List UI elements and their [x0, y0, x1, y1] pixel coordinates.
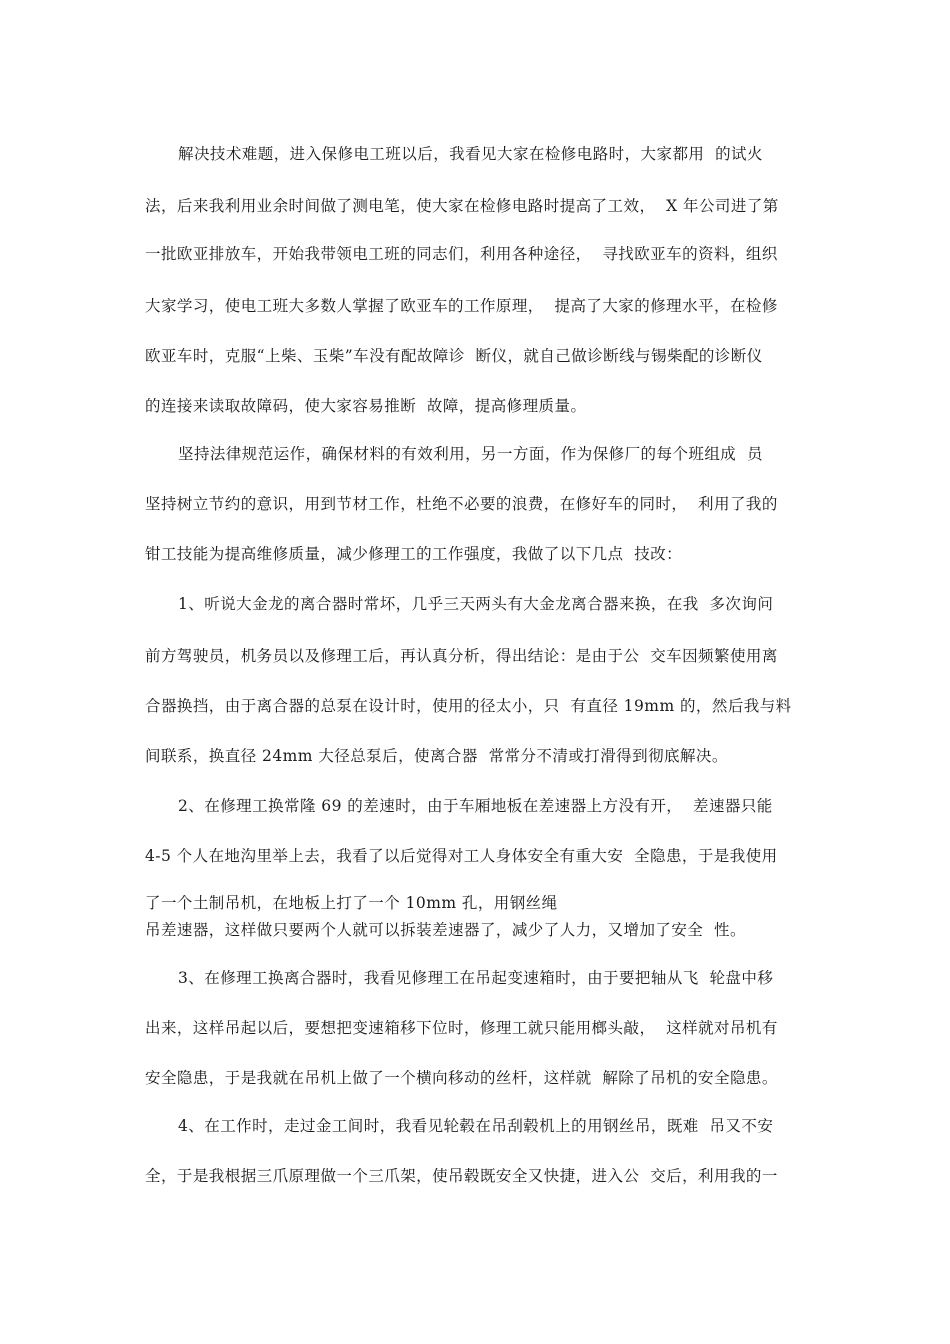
- text-line: 全，于是我根据三爪原理做一个三爪架，使吊毂既安全又快捷，进入公 交后，利用我的一: [145, 1167, 778, 1185]
- text-line: 安全隐患，于是我就在吊机上做了一个横向移动的丝杆，这样就 解除了吊机的安全隐患。: [145, 1069, 778, 1087]
- text-line: 3、在修理工换离合器时，我看见修理工在吊起变速箱时，由于要把轴从飞 轮盘中移: [178, 969, 774, 987]
- text-line: 坚持法律规范运作，确保材料的有效利用，另一方面，作为保修厂的每个班组成 员: [178, 445, 763, 463]
- text-line: 合器换挡，由于离合器的总泵在设计时，使用的径太小，只 有直径 19mm 的，然后我与料: [145, 697, 792, 715]
- text-line: 间联系，换直径 24mm 大径总泵后，使离合器 常常分不清或打滑得到彻底解决。: [145, 747, 728, 765]
- text-line: 2、在修理工换常隆 69 的差速时，由于车厢地板在差速器上方没有开， 差速器只能: [178, 797, 773, 815]
- text-line: 钳工技能为提高维修质量，减少修理工的工作强度，我做了以下几点 技改：: [145, 545, 683, 563]
- text-line: 法，后来我利用业余时间做了测电笔，使大家在检修电路时提高了工效， X 年公司进了第: [145, 197, 779, 215]
- text-line: 吊差速器，这样做只要两个人就可以拆装差速器了，减少了人力，又增加了安全 性。: [145, 921, 746, 939]
- text-line: 欧亚车时，克服“上柴、玉柴”车没有配故障诊 断仪，就自己做诊断线与锡柴配的诊断仪: [145, 347, 763, 365]
- text-line: 一批欧亚排放车，开始我带领电工班的同志们，利用各种途径， 寻找欧亚车的资料，组织: [145, 245, 778, 263]
- text-line: 的连接来读取故障码，使大家容易推断 故障，提高修理质量。: [145, 397, 587, 415]
- text-line: 大家学习，使电工班大多数人掌握了欧亚车的工作原理， 提高了大家的修理水平，在检修: [145, 297, 778, 315]
- text-line: 解决技术难题，进入保修电工班以后，我看见大家在检修电路时，大家都用 的试火: [178, 145, 763, 163]
- text-line: 了一个土制吊机，在地板上打了一个 10mm 孔，用钢丝绳: [145, 894, 558, 912]
- text-line: 前方驾驶员，机务员以及修理工后，再认真分析，得出结论：是由于公 交车因频繁使用离: [145, 647, 778, 665]
- text-line: 出来，这样吊起以后，要想把变速箱移下位时，修理工就只能用榔头敲， 这样就对吊机有: [145, 1019, 778, 1037]
- text-line: 4-5 个人在地沟里举上去，我看了以后觉得对工人身体安全有重大安 全隐患，于是我使用: [145, 847, 778, 865]
- text-line: 4、在工作时，走过金工间时，我看见轮毂在吊刮毂机上的用钢丝吊，既难 吊又不安: [178, 1117, 774, 1135]
- text-line: 坚持树立节约的意识，用到节材工作，杜绝不必要的浪费，在修好车的同时， 利用了我的: [145, 495, 778, 513]
- text-line: 1、听说大金龙的离合器时常坏，几乎三天两头有大金龙离合器来换，在我 多次询问: [178, 595, 774, 613]
